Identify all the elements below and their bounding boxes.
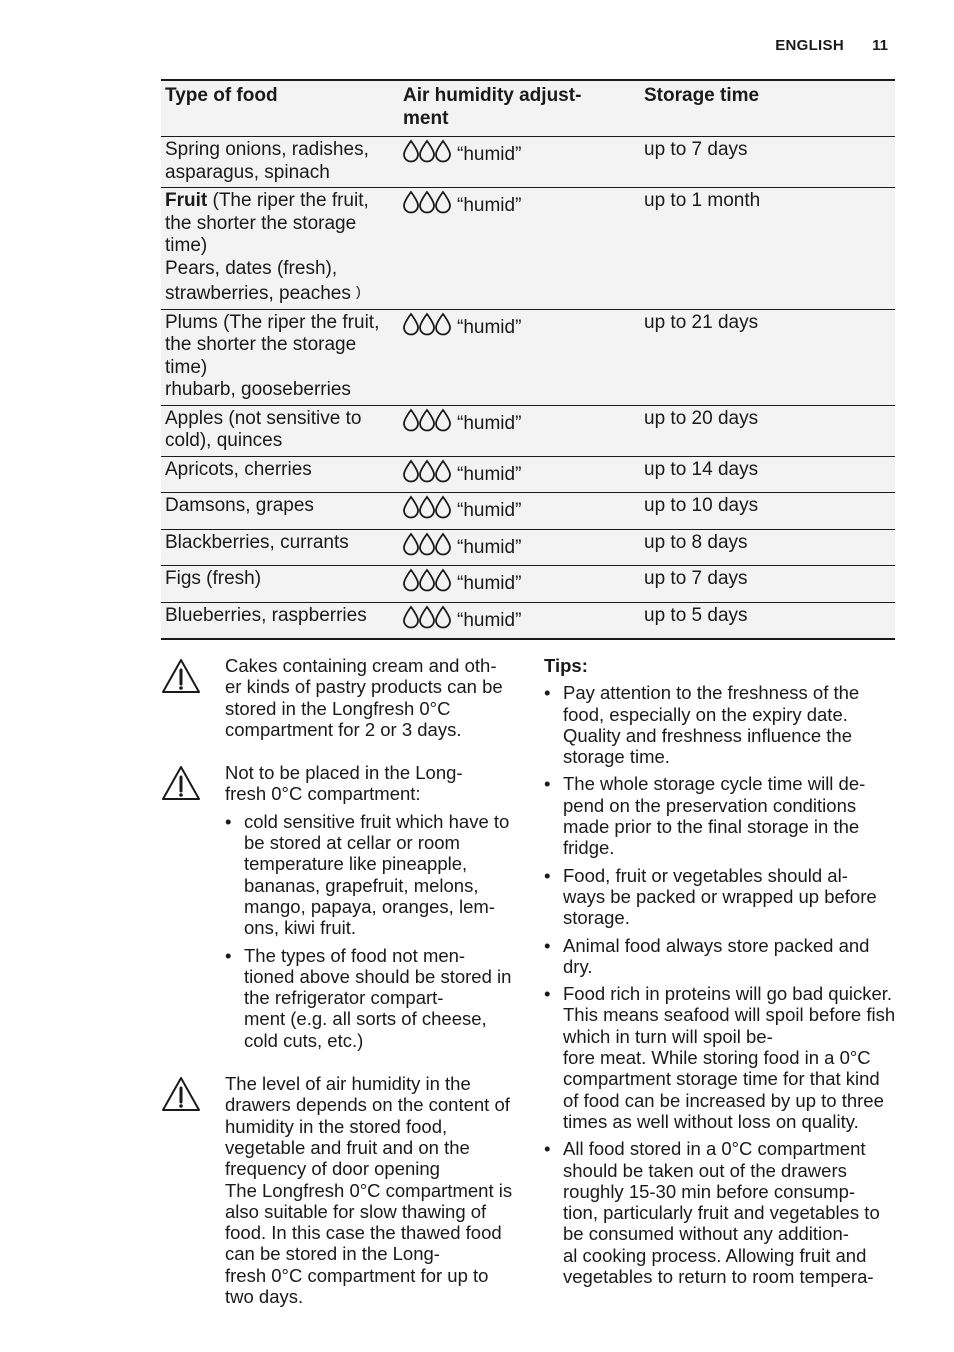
three-water-drops-icon (403, 605, 451, 636)
humidity-setting: “humid” (457, 609, 522, 631)
food-type-text: Apricots, cherries (165, 458, 312, 480)
three-water-drops-icon (403, 495, 451, 526)
storage-time-cell: up to 20 days (640, 405, 895, 456)
table-row (161, 456, 895, 493)
warning-list (225, 811, 516, 1051)
storage-time-cell: up to 21 days (640, 309, 895, 405)
warning-text: Not to be placed in the Long- fresh 0°C compartment: (225, 762, 463, 805)
humidity-cell (399, 405, 640, 456)
humidity-setting: “humid” (457, 573, 522, 594)
food-type-cell (161, 309, 399, 405)
list-item: • Pay attention to the freshness of the food, especially on the expiry date. Quality and freshness influence the storage time. (544, 682, 896, 767)
humidity-setting: “humid” (457, 412, 522, 434)
list-item: • Food rich in proteins will go bad quicker. This means seafood will spoil before fish which in turn will spoil be- fore meat. While storing food in a 0°C compartment storage time for that kind of food can be increased by up to three times as well without loss on quality. (544, 983, 896, 1132)
storage-time-cell: up to 8 days (640, 529, 895, 566)
food-type-text: (The riper the fruit, the shorter the storage time) Pears, dates (fresh), strawberries, peaches (165, 190, 369, 304)
food-type-text: Figs (fresh) (165, 568, 262, 589)
humidity-setting: “humid” (457, 500, 522, 521)
storage-time-cell: up to 1 month (640, 188, 895, 310)
warning-block (161, 655, 516, 740)
list-item: • Food, fruit or vegetables should al- ways be packed or wrapped up before storage. (544, 865, 896, 929)
list-item: • The types of food not men- tioned above should be stored in the refrigerator compart- ment (e.g. all sorts of cheese, cold cuts, etc.) (225, 945, 516, 1051)
humidity-cell (399, 493, 640, 530)
food-type-text: Damsons, grapes (165, 495, 314, 516)
humidity-setting: “humid” (457, 195, 522, 216)
column-header-type: Type of food (161, 80, 399, 137)
food-type-cell (161, 188, 399, 310)
food-type-text: Blueberries, raspberries (165, 604, 367, 626)
food-type-text: Apples (not sensitive to cold), quinces (165, 407, 362, 451)
list-item: • All food stored in a 0°C compartment should be taken out of the drawers roughly 15-30 min before consump- tion, particularly fruit and vegetables to be consumed without any addition- al cooking process. Allowing fruit and vegetables to return to room tempera- (544, 1138, 896, 1287)
table-row (161, 529, 895, 566)
food-type-cell (161, 529, 399, 566)
list-item: • The whole storage cycle time will de- pend on the preservation conditions made prior to the final storage in the fridge. (544, 773, 896, 858)
food-type-cell (161, 137, 399, 188)
column-header-storage-time: Storage time (640, 80, 895, 137)
list-item: • cold sensitive fruit which have to be stored at cellar or room temperature like pineapple, bananas, grapefruit, melons, mango, papaya, oranges, lem- ons, kiwi fruit. (225, 811, 516, 939)
storage-time-cell: up to 10 days (640, 493, 895, 530)
three-water-drops-icon (403, 568, 451, 599)
tips-list (544, 682, 896, 1287)
food-type-text: Plums (The riper the fruit, the shorter the storage time) rhubarb, gooseberries (165, 311, 380, 400)
tips-column (544, 655, 896, 1293)
food-type-text: Spring onions, radishes, asparagus, spinach (165, 139, 369, 183)
humidity-setting: “humid” (457, 463, 522, 485)
warnings-column (161, 655, 516, 1329)
food-type-bold: Fruit (165, 190, 208, 211)
food-storage-table (161, 79, 895, 640)
humidity-cell (399, 188, 640, 310)
list-item: • Animal food always store packed and dry. (544, 935, 896, 978)
storage-time-cell: up to 7 days (640, 137, 895, 188)
warning-block (161, 1073, 516, 1307)
three-water-drops-icon (403, 408, 451, 439)
warning-triangle-icon (161, 765, 201, 805)
table-row (161, 405, 895, 456)
humidity-setting: “humid” (457, 144, 522, 165)
food-type-text: Blackberries, currants (165, 531, 349, 553)
footnote-mark: ) (356, 283, 361, 299)
humidity-setting: “humid” (457, 316, 522, 338)
humidity-cell (399, 529, 640, 566)
page-header (775, 37, 888, 54)
three-water-drops-icon (403, 312, 451, 343)
table-row (161, 566, 895, 603)
warning-block (161, 762, 516, 1051)
food-type-cell (161, 566, 399, 603)
storage-time-cell: up to 14 days (640, 456, 895, 493)
food-type-cell (161, 602, 399, 639)
three-water-drops-icon (403, 532, 451, 563)
storage-time-cell: up to 7 days (640, 566, 895, 603)
food-type-cell (161, 405, 399, 456)
warning-triangle-icon (161, 1076, 201, 1116)
column-header-humidity: Air humidity adjust- ment (399, 80, 640, 137)
language-label: ENGLISH (775, 37, 844, 54)
page-number: 11 (872, 37, 888, 54)
table-row (161, 137, 895, 188)
food-type-cell (161, 493, 399, 530)
warning-text: The level of air humidity in the drawers depends on the content of humidity in the stored food, vegetable and fruit and on the frequency of door opening The Longfresh 0°C compartment is also suitable for slow thawing of food. In this case the thawed food can be stored in the Long- fresh 0°C compartment for up to two days. (225, 1073, 513, 1308)
storage-time-cell: up to 5 days (640, 602, 895, 639)
humidity-cell (399, 456, 640, 493)
three-water-drops-icon (403, 190, 451, 221)
tips-heading: Tips: (544, 655, 588, 676)
three-water-drops-icon (403, 139, 451, 170)
humidity-cell (399, 566, 640, 603)
table-row (161, 188, 895, 310)
three-water-drops-icon (403, 459, 451, 490)
food-type-cell (161, 456, 399, 493)
table-row (161, 309, 895, 405)
warning-triangle-icon (161, 658, 201, 698)
table-row (161, 493, 895, 530)
warning-text: Cakes containing cream and oth- er kinds of pastry products can be stored in the Longfresh 0°C compartment for 2 or 3 days. (225, 655, 503, 740)
humidity-setting: “humid” (457, 536, 522, 558)
table-row (161, 602, 895, 639)
humidity-cell (399, 137, 640, 188)
humidity-cell (399, 602, 640, 639)
humidity-cell (399, 309, 640, 405)
table-header-row (161, 80, 895, 137)
